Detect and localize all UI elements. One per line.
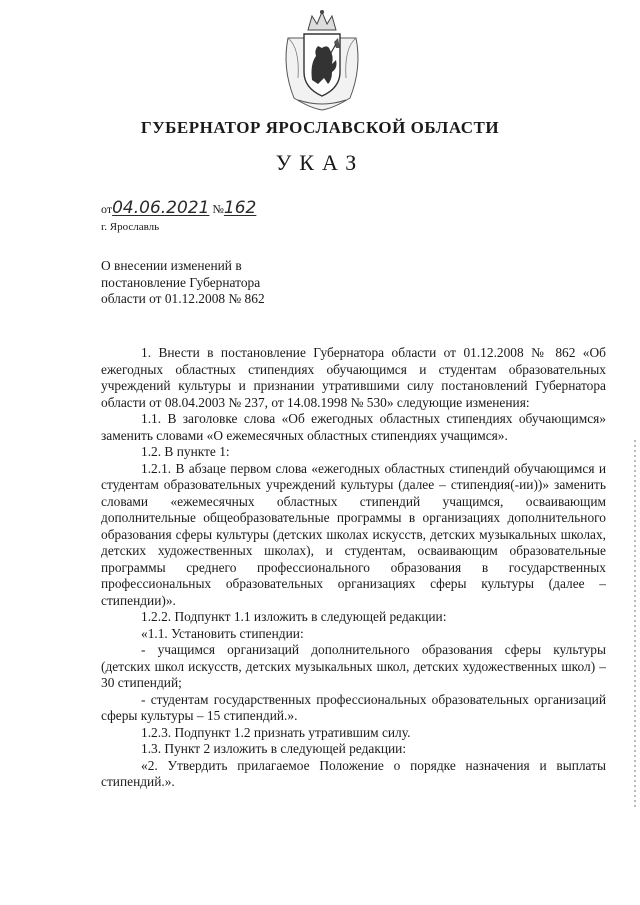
paragraph: «1.1. Установить стипендии: (141, 625, 304, 641)
document-subject (101, 258, 341, 308)
paragraph: 1.2.2. Подпункт 1.1 изложить в следующей редакции: (141, 609, 447, 624)
page-title: ГУБЕРНАТОР ЯРОСЛАВСКОЙ ОБЛАСТИ (140, 118, 500, 137)
document-number: 162 (223, 198, 257, 218)
document-type: УКАЗ (275, 150, 365, 175)
scan-margin-marks (634, 440, 636, 810)
document-date: 04.06.2021 (112, 198, 210, 218)
subject-line: постановление Губернатора (101, 274, 261, 290)
paragraph: 1.1. В заголовке слова «Об ежегодных областных стипендиях обучающимся» заменить словами «О ежемесячных областных стипендиях учащимся». (101, 411, 606, 443)
date-number-line (101, 198, 256, 218)
paragraph: 1.2. В пункте 1: (141, 444, 230, 459)
date-prefix: от (101, 202, 113, 216)
city-line: г. Ярославль (101, 221, 160, 233)
paragraph: - учащимся организаций дополнительного образования сферы культуры (детских школ искусств, детских музыкальных школ, детских художественных школ) – 30 стипендий; (101, 642, 606, 690)
subject-line: области от 01.12.2008 № 862 (101, 291, 265, 306)
document-body (101, 345, 606, 791)
paragraph: 1.2.3. Подпункт 1.2 признать утратившим силу. (141, 724, 411, 740)
paragraph: «2. Утвердить прилагаемое Положение о порядке назначения и выплаты стипендий.». (101, 757, 606, 789)
number-prefix: № (212, 202, 224, 216)
paragraph: - студентам государственных профессиональных образовательных организаций сферы культуры – 15 стипендий.». (101, 691, 606, 723)
paragraph: 1. Внести в постановление Губернатора области от 01.12.2008 № 862 «Об ежегодных областных стипендиях обучающимся и студентам образовательных учреждений культуры и признании утратившими силу постановлений Губернатора области от 08.04.2003 № 237, от 14.08.1998 № 530» следующие изменения: (101, 345, 606, 410)
paragraph: 1.3. Пункт 2 изложить в следующей редакции: (141, 741, 407, 756)
coat-of-arms-icon (280, 8, 364, 112)
paragraph: 1.2.1. В абзаце первом слова «ежегодных областных стипендий обучающимся и студентам образовательных учреждений культуры (далее – стипендия(-ии))» заменить словами «ежемесячных областных стипендий учащимся, осваивающим дополнительные общеобразовательные программы в организациях дополнительного образования сферы культуры (детских школах искусств, детских музыкальных школах, детских художественных школах), и студентам, осваивающим образовательные программы среднего профессионального образования в государственных профессиональных образовательных организациях сферы культуры (далее – стипендии)». (101, 460, 606, 608)
subject-line: О внесении изменений в (101, 258, 242, 273)
